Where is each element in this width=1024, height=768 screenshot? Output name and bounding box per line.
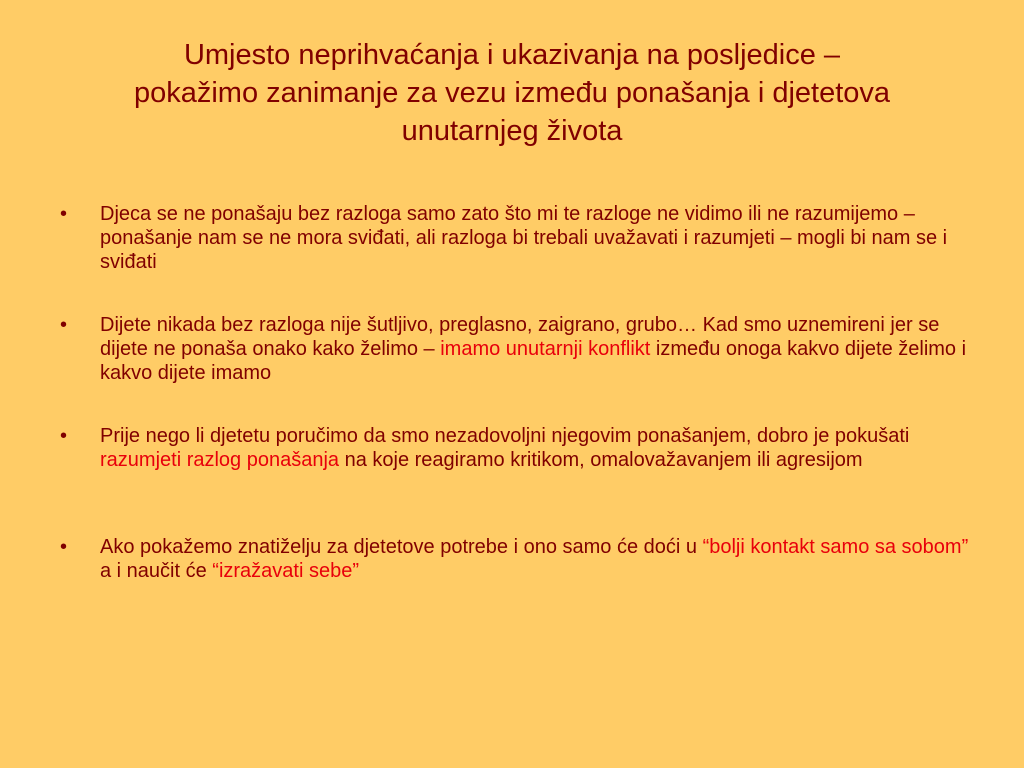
title-line-2: pokažimo zanimanje za vezu između ponašanja i djetetova (133, 77, 891, 109)
slide-title (40, 36, 984, 150)
bullet-item-2 (56, 313, 976, 385)
bullet-item-1 (56, 202, 976, 274)
bullet-item-3 (56, 424, 976, 472)
bullet-text: Djeca se ne ponašaju bez razloga samo zato što mi te razloge ne vidimo ili ne razumijemo – ponašanje nam se ne mora sviđati, ali razloga bi trebali uvažavati i razumjeti – mogli bi nam se i sviđati (100, 203, 948, 273)
bullet-text: Ako pokažemo znatiželju za djetetove potrebe i ono samo će doći u (100, 536, 703, 558)
bullet-text: između onoga kakvo dijete želimo i kakvo dijete imamo (100, 338, 967, 384)
bullet-text: Prije nego li djetetu poručimo da smo nezadovoljni njegovim ponašanjem, dobro je pokušati (100, 425, 910, 447)
highlight-text: razumjeti razlog ponašanja (100, 449, 340, 471)
highlight-text: imamo unutarnji konflikt (440, 338, 651, 360)
bullet-text: a i naučit će (100, 560, 213, 582)
bullet-marker: • (60, 425, 68, 447)
bullet-item-4 (56, 535, 976, 583)
bullet-list (56, 202, 976, 583)
bullet-marker: • (60, 536, 68, 558)
highlight-text: “bolji kontakt samo sa sobom” (702, 536, 969, 558)
title-line-3: unutarnjeg života (401, 115, 623, 147)
bullet-text: Dijete nikada bez razloga nije šutljivo, preglasno, zaigrano, grubo… Kad smo uznemireni jer se dijete ne ponaša onako kako želimo – (100, 314, 940, 360)
bullet-text: na koje reagiramo kritikom, omalovažavanjem ili agresijom (339, 449, 863, 471)
bullet-marker: • (60, 203, 68, 225)
title-line-1: Umjesto neprihvaćanja i ukazivanja na posljedice – (183, 39, 841, 71)
highlight-text: “izražavati sebe” (212, 560, 360, 582)
bullet-marker: • (60, 314, 68, 336)
